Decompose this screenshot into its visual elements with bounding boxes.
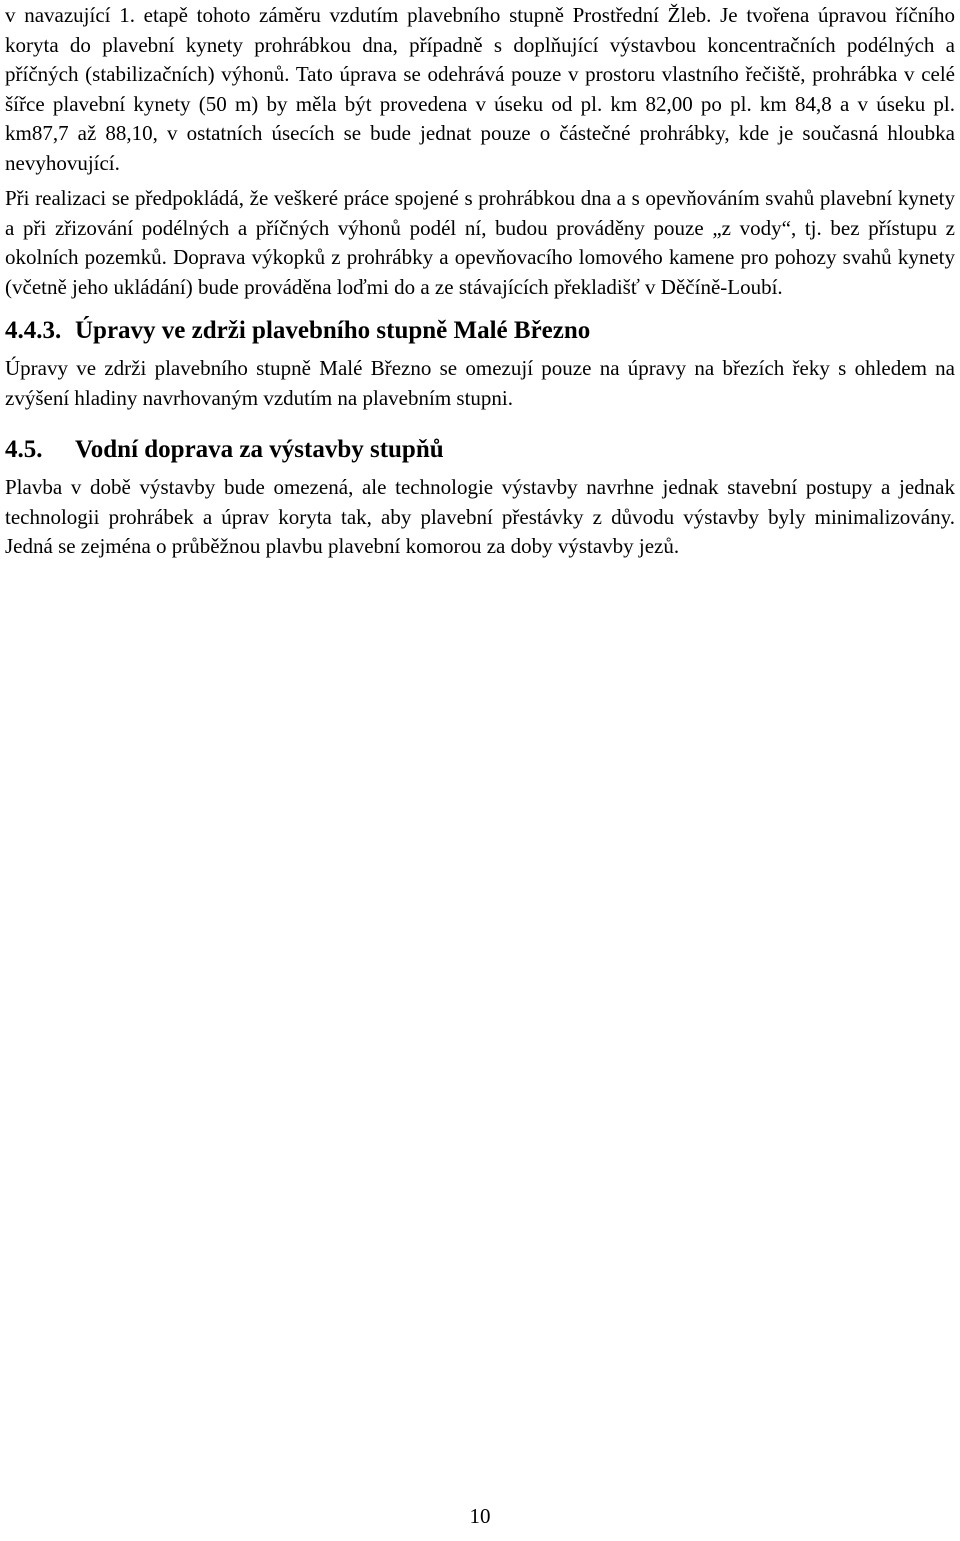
paragraph-male-brezno: Úpravy ve zdrži plavebního stupně Malé Březno se omezují pouze na úpravy na březích řeky s ohledem na zvýšení hladiny navrhovaným vzdutím na plavebním stupni. [5, 356, 955, 410]
section-title: Úpravy ve zdrži plavebního stupně Malé Březno [75, 317, 591, 344]
document-page [5, 0, 955, 562]
section-number: 4.5. [5, 436, 43, 463]
section-title: Vodní doprava za výstavby stupňů [75, 436, 444, 463]
paragraph-water-transport: Plavba v době výstavby bude omezená, ale technologie výstavby navrhne jednak stavební postupy a jednak technologii prohrábek a úprav koryta tak, aby plavební přestávky z důvodu výstavby byly minimalizovány. Jedná se zejména o průběžnou plavbu plavební komorou za doby výstavby jezů. [5, 475, 955, 558]
page-number: 10 [469, 1504, 491, 1528]
paragraph-project-stage: v navazující 1. etapě tohoto záměru vzdutím plavebního stupně Prostřední Žleb. Je tvořena úpravou říčního koryta do plavební kynety prohrábkou dna, případně s doplňující výstavbou koncentračních podélných a příčných (stabilizačních) výhonů. Tato úprava se odehrává pouze v prostoru vlastního řečiště, prohrábka v celé šířce plavební kynety (50 m) by měla být provedena v úseku od pl. km 82,00 po pl. km 84,8 a v úseku pl. km87,7 až 88,10, v ostatních úsecích se bude jednat pouze o částečné prohrábky, kde je současná hloubka nevyhovující. [5, 3, 955, 175]
section-heading-4-5 [5, 433, 955, 467]
section-heading-4-4-3 [5, 314, 955, 348]
section-number: 4.4.3. [5, 317, 62, 344]
paragraph-realization: Při realizaci se předpokládá, že veškeré práce spojené s prohrábkou dna a s opevňováním svahů plavební kynety a při zřizování podélných a příčných výhonů podél ní, budou prováděny pouze „z vody“, tj. bez přístupu z okolních pozemků. Doprava výkopků z prohrábky a opevňovacího lomového kamene pro pohozy svahů kynety (včetně jeho ukládání) bude prováděna loďmi do a ze stávajících překladišť v Děčíně-Loubí. [5, 186, 955, 299]
